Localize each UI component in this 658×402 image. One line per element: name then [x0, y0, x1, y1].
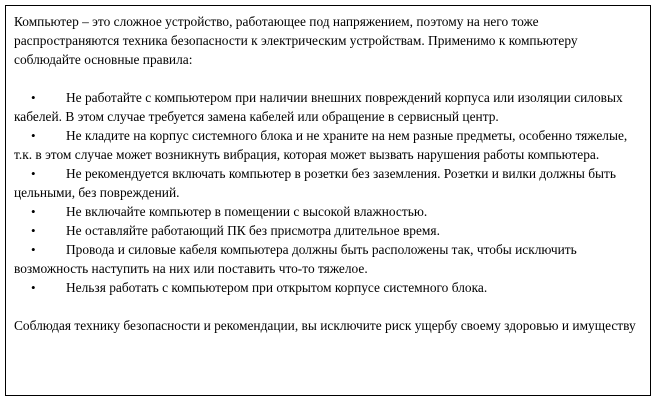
rule-text: Нельзя работать с компьютером при открытом корпусе системного блока.: [66, 280, 488, 295]
rule-item: [14, 88, 640, 126]
rule-item: [14, 202, 640, 221]
rule-item: [14, 126, 640, 164]
rule-text: Не работайте с компьютером при наличии внешних повреждений корпуса или изоляции силовых кабелей. В этом случае требуется замена кабелей или обращение в сервисный центр.: [14, 90, 623, 124]
bullet-icon: •: [31, 166, 36, 181]
bullet-icon: •: [31, 242, 36, 257]
bullet-icon: •: [31, 90, 36, 105]
text-frame: [5, 5, 651, 396]
bullet-icon: •: [31, 280, 36, 295]
bullet-icon: •: [31, 204, 36, 219]
spacer: [14, 297, 640, 316]
rule-text: Не включайте компьютер в помещении с высокой влажностью.: [66, 204, 428, 219]
rule-text: Провода и силовые кабеля компьютера должны быть расположены так, чтобы исключить возможность наступить на них или поставить что-то тяжелое.: [14, 242, 577, 276]
rule-text: Не кладите на корпус системного блока и не храните на нем разные предметы, особенно тяжелые, т.к. в этом случае может возникнуть вибрация, которая может вызвать нарушения работы компьютера.: [14, 128, 628, 162]
rules-list: [14, 88, 640, 297]
rule-text: Не оставляйте работающий ПК без присмотра длительное время.: [66, 223, 440, 238]
rule-item: [14, 164, 640, 202]
rule-item: [14, 221, 640, 240]
bullet-icon: •: [31, 223, 36, 238]
bullet-icon: •: [31, 128, 36, 143]
rule-item: [14, 278, 640, 297]
intro-paragraph: Компьютер – это сложное устройство, работающее под напряжением, поэтому на него тоже распространяются техника безопасности к электрическим устройствам. Применимо к компьютеру соблюдайте основные правила:: [14, 14, 578, 67]
rule-item: [14, 240, 640, 278]
spacer: [14, 69, 640, 88]
rule-text: Не рекомендуется включать компьютер в розетки без заземления. Розетки и вилки должны быть цельными, без повреждений.: [14, 166, 616, 200]
closing-paragraph: Соблюдая технику безопасности и рекомендации, вы исключите риск ущербу своему здоровью и имуществу: [14, 318, 636, 333]
